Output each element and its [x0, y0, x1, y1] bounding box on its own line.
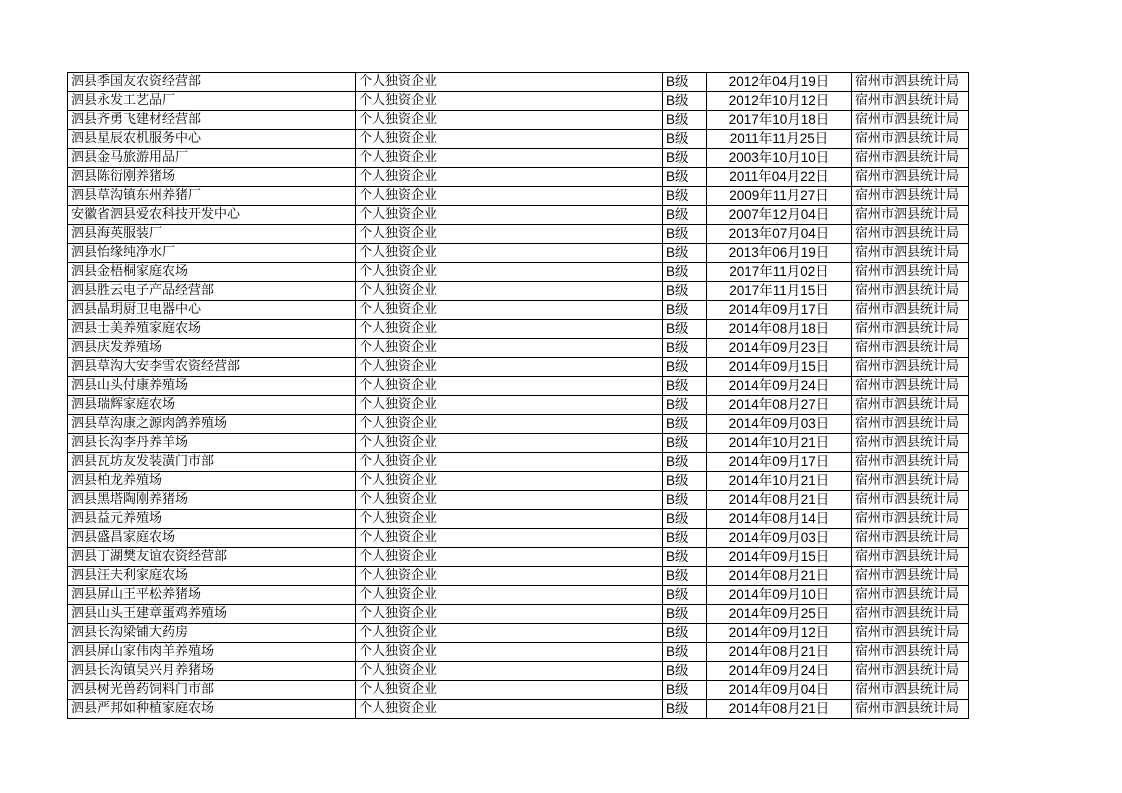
enterprise-type-cell: 个人独资企业 [356, 92, 663, 111]
company-name-cell: 泗县柏龙养殖场 [68, 472, 356, 491]
authority-cell: 宿州市泗县统计局 [852, 206, 969, 225]
table-row [68, 168, 969, 187]
table-row [68, 358, 969, 377]
authority-cell: 宿州市泗县统计局 [852, 434, 969, 453]
date-cell: 2013年07月04日 [707, 225, 852, 244]
authority-cell: 宿州市泗县统计局 [852, 548, 969, 567]
company-name-cell: 泗县汪夫利家庭农场 [68, 567, 356, 586]
company-name-cell: 泗县屏山家伟肉羊养殖场 [68, 643, 356, 662]
credit-grade-cell: B级 [663, 130, 707, 149]
authority-cell: 宿州市泗县统计局 [852, 301, 969, 320]
enterprise-type-cell: 个人独资企业 [356, 567, 663, 586]
company-name-cell: 泗县丁湖樊友谊农资经营部 [68, 548, 356, 567]
authority-cell: 宿州市泗县统计局 [852, 586, 969, 605]
enterprise-type-cell: 个人独资企业 [356, 149, 663, 168]
authority-cell: 宿州市泗县统计局 [852, 320, 969, 339]
credit-grade-cell: B级 [663, 491, 707, 510]
date-cell: 2014年08月27日 [707, 396, 852, 415]
enterprise-type-cell: 个人独资企业 [356, 244, 663, 263]
authority-cell: 宿州市泗县统计局 [852, 415, 969, 434]
authority-cell: 宿州市泗县统计局 [852, 529, 969, 548]
authority-cell: 宿州市泗县统计局 [852, 73, 969, 92]
enterprise-type-cell: 个人独资企业 [356, 301, 663, 320]
authority-cell: 宿州市泗县统计局 [852, 662, 969, 681]
enterprise-type-cell: 个人独资企业 [356, 358, 663, 377]
company-name-cell: 泗县瓦坊友发装潢门市部 [68, 453, 356, 472]
date-cell: 2003年10月10日 [707, 149, 852, 168]
date-cell: 2014年08月18日 [707, 320, 852, 339]
table-row [68, 510, 969, 529]
company-name-cell: 泗县益元养殖场 [68, 510, 356, 529]
records-table [67, 72, 969, 719]
table-row [68, 111, 969, 130]
credit-grade-cell: B级 [663, 681, 707, 700]
date-cell: 2014年09月10日 [707, 586, 852, 605]
authority-cell: 宿州市泗县统计局 [852, 624, 969, 643]
authority-cell: 宿州市泗县统计局 [852, 244, 969, 263]
company-name-cell: 泗县金马旅游用品厂 [68, 149, 356, 168]
date-cell: 2014年10月21日 [707, 434, 852, 453]
authority-cell: 宿州市泗县统计局 [852, 339, 969, 358]
company-name-cell: 泗县晶玥厨卫电器中心 [68, 301, 356, 320]
table-row [68, 567, 969, 586]
date-cell: 2014年08月21日 [707, 643, 852, 662]
table-row [68, 130, 969, 149]
table-row [68, 605, 969, 624]
date-cell: 2014年09月25日 [707, 605, 852, 624]
credit-grade-cell: B级 [663, 472, 707, 491]
company-name-cell: 泗县草沟镇东州养猪厂 [68, 187, 356, 206]
authority-cell: 宿州市泗县统计局 [852, 282, 969, 301]
authority-cell: 宿州市泗县统计局 [852, 263, 969, 282]
company-name-cell: 泗县海英服装厂 [68, 225, 356, 244]
authority-cell: 宿州市泗县统计局 [852, 225, 969, 244]
credit-grade-cell: B级 [663, 434, 707, 453]
credit-grade-cell: B级 [663, 301, 707, 320]
table-row [68, 149, 969, 168]
authority-cell: 宿州市泗县统计局 [852, 92, 969, 111]
company-name-cell: 泗县严邦如种植家庭农场 [68, 700, 356, 719]
enterprise-type-cell: 个人独资企业 [356, 206, 663, 225]
authority-cell: 宿州市泗县统计局 [852, 187, 969, 206]
enterprise-type-cell: 个人独资企业 [356, 548, 663, 567]
credit-grade-cell: B级 [663, 605, 707, 624]
company-name-cell: 泗县士美养殖家庭农场 [68, 320, 356, 339]
credit-grade-cell: B级 [663, 510, 707, 529]
table-row [68, 263, 969, 282]
credit-grade-cell: B级 [663, 529, 707, 548]
credit-grade-cell: B级 [663, 662, 707, 681]
table-row [68, 415, 969, 434]
enterprise-type-cell: 个人独资企业 [356, 529, 663, 548]
company-name-cell: 泗县齐勇飞建材经营部 [68, 111, 356, 130]
table-row [68, 225, 969, 244]
date-cell: 2014年08月14日 [707, 510, 852, 529]
company-name-cell: 泗县长沟梁铺大药房 [68, 624, 356, 643]
table-row [68, 548, 969, 567]
table-row [68, 244, 969, 263]
company-name-cell: 泗县长沟镇吴兴月养猪场 [68, 662, 356, 681]
date-cell: 2012年04月19日 [707, 73, 852, 92]
credit-grade-cell: B级 [663, 339, 707, 358]
table-row [68, 491, 969, 510]
authority-cell: 宿州市泗县统计局 [852, 377, 969, 396]
credit-grade-cell: B级 [663, 263, 707, 282]
credit-grade-cell: B级 [663, 206, 707, 225]
credit-grade-cell: B级 [663, 73, 707, 92]
enterprise-type-cell: 个人独资企业 [356, 282, 663, 301]
enterprise-type-cell: 个人独资企业 [356, 510, 663, 529]
table-row [68, 92, 969, 111]
enterprise-type-cell: 个人独资企业 [356, 111, 663, 130]
authority-cell: 宿州市泗县统计局 [852, 700, 969, 719]
table-row [68, 662, 969, 681]
enterprise-type-cell: 个人独资企业 [356, 73, 663, 92]
credit-grade-cell: B级 [663, 453, 707, 472]
enterprise-type-cell: 个人独资企业 [356, 624, 663, 643]
authority-cell: 宿州市泗县统计局 [852, 168, 969, 187]
date-cell: 2014年08月21日 [707, 567, 852, 586]
table-row [68, 187, 969, 206]
table-row [68, 377, 969, 396]
credit-grade-cell: B级 [663, 415, 707, 434]
table-row [68, 624, 969, 643]
company-name-cell: 泗县山头付康养殖场 [68, 377, 356, 396]
credit-grade-cell: B级 [663, 320, 707, 339]
company-name-cell: 泗县陈衍刚养猪场 [68, 168, 356, 187]
table-row [68, 73, 969, 92]
authority-cell: 宿州市泗县统计局 [852, 643, 969, 662]
date-cell: 2014年09月17日 [707, 453, 852, 472]
date-cell: 2011年11月25日 [707, 130, 852, 149]
credit-grade-cell: B级 [663, 187, 707, 206]
enterprise-type-cell: 个人独资企业 [356, 377, 663, 396]
enterprise-type-cell: 个人独资企业 [356, 605, 663, 624]
date-cell: 2017年11月02日 [707, 263, 852, 282]
enterprise-type-cell: 个人独资企业 [356, 396, 663, 415]
company-name-cell: 泗县季国友农资经营部 [68, 73, 356, 92]
authority-cell: 宿州市泗县统计局 [852, 396, 969, 415]
enterprise-type-cell: 个人独资企业 [356, 434, 663, 453]
authority-cell: 宿州市泗县统计局 [852, 491, 969, 510]
company-name-cell: 安徽省泗县爱农科技开发中心 [68, 206, 356, 225]
authority-cell: 宿州市泗县统计局 [852, 510, 969, 529]
enterprise-type-cell: 个人独资企业 [356, 662, 663, 681]
date-cell: 2014年09月03日 [707, 415, 852, 434]
credit-grade-cell: B级 [663, 168, 707, 187]
enterprise-type-cell: 个人独资企业 [356, 472, 663, 491]
date-cell: 2013年06月19日 [707, 244, 852, 263]
authority-cell: 宿州市泗县统计局 [852, 111, 969, 130]
authority-cell: 宿州市泗县统计局 [852, 149, 969, 168]
authority-cell: 宿州市泗县统计局 [852, 681, 969, 700]
company-name-cell: 泗县庆发养殖场 [68, 339, 356, 358]
table-row [68, 472, 969, 491]
date-cell: 2009年11月27日 [707, 187, 852, 206]
company-name-cell: 泗县山头王建章蛋鸡养殖场 [68, 605, 356, 624]
credit-grade-cell: B级 [663, 624, 707, 643]
company-name-cell: 泗县盛昌家庭农场 [68, 529, 356, 548]
credit-grade-cell: B级 [663, 92, 707, 111]
credit-grade-cell: B级 [663, 643, 707, 662]
enterprise-type-cell: 个人独资企业 [356, 453, 663, 472]
enterprise-type-cell: 个人独资企业 [356, 263, 663, 282]
table-row [68, 643, 969, 662]
credit-grade-cell: B级 [663, 282, 707, 301]
authority-cell: 宿州市泗县统计局 [852, 605, 969, 624]
credit-grade-cell: B级 [663, 244, 707, 263]
enterprise-type-cell: 个人独资企业 [356, 130, 663, 149]
enterprise-type-cell: 个人独资企业 [356, 491, 663, 510]
credit-grade-cell: B级 [663, 548, 707, 567]
table-row [68, 339, 969, 358]
enterprise-type-cell: 个人独资企业 [356, 586, 663, 605]
table-row [68, 434, 969, 453]
date-cell: 2014年09月23日 [707, 339, 852, 358]
company-name-cell: 泗县长沟李丹养羊场 [68, 434, 356, 453]
enterprise-type-cell: 个人独资企业 [356, 415, 663, 434]
date-cell: 2014年09月12日 [707, 624, 852, 643]
date-cell: 2014年09月03日 [707, 529, 852, 548]
authority-cell: 宿州市泗县统计局 [852, 130, 969, 149]
authority-cell: 宿州市泗县统计局 [852, 358, 969, 377]
table-row [68, 586, 969, 605]
company-name-cell: 泗县黑塔陶刚养猪场 [68, 491, 356, 510]
table-row [68, 320, 969, 339]
credit-grade-cell: B级 [663, 225, 707, 244]
date-cell: 2014年10月21日 [707, 472, 852, 491]
authority-cell: 宿州市泗县统计局 [852, 453, 969, 472]
credit-grade-cell: B级 [663, 396, 707, 415]
credit-grade-cell: B级 [663, 377, 707, 396]
credit-grade-cell: B级 [663, 111, 707, 130]
date-cell: 2014年09月17日 [707, 301, 852, 320]
credit-grade-cell: B级 [663, 586, 707, 605]
enterprise-type-cell: 个人独资企业 [356, 643, 663, 662]
enterprise-type-cell: 个人独资企业 [356, 320, 663, 339]
date-cell: 2014年09月24日 [707, 662, 852, 681]
table-row [68, 700, 969, 719]
company-name-cell: 泗县永发工艺品厂 [68, 92, 356, 111]
credit-grade-cell: B级 [663, 567, 707, 586]
company-name-cell: 泗县金梧桐家庭农场 [68, 263, 356, 282]
authority-cell: 宿州市泗县统计局 [852, 567, 969, 586]
credit-grade-cell: B级 [663, 700, 707, 719]
enterprise-type-cell: 个人独资企业 [356, 168, 663, 187]
date-cell: 2014年09月15日 [707, 548, 852, 567]
table-row [68, 453, 969, 472]
enterprise-type-cell: 个人独资企业 [356, 225, 663, 244]
company-name-cell: 泗县屏山王平松养猪场 [68, 586, 356, 605]
date-cell: 2014年08月21日 [707, 700, 852, 719]
company-name-cell: 泗县草沟大安李雪农资经营部 [68, 358, 356, 377]
company-name-cell: 泗县树光兽药饲料门市部 [68, 681, 356, 700]
date-cell: 2017年11月15日 [707, 282, 852, 301]
company-name-cell: 泗县怡缘纯净水厂 [68, 244, 356, 263]
table-row [68, 206, 969, 225]
table-row [68, 282, 969, 301]
date-cell: 2014年09月04日 [707, 681, 852, 700]
date-cell: 2012年10月12日 [707, 92, 852, 111]
authority-cell: 宿州市泗县统计局 [852, 472, 969, 491]
date-cell: 2011年04月22日 [707, 168, 852, 187]
credit-grade-cell: B级 [663, 149, 707, 168]
records-table-body [68, 73, 969, 719]
enterprise-type-cell: 个人独资企业 [356, 187, 663, 206]
enterprise-type-cell: 个人独资企业 [356, 681, 663, 700]
company-name-cell: 泗县瑞辉家庭农场 [68, 396, 356, 415]
table-row [68, 681, 969, 700]
table-row [68, 529, 969, 548]
date-cell: 2007年12月04日 [707, 206, 852, 225]
enterprise-type-cell: 个人独资企业 [356, 339, 663, 358]
table-row [68, 396, 969, 415]
date-cell: 2014年08月21日 [707, 491, 852, 510]
enterprise-type-cell: 个人独资企业 [356, 700, 663, 719]
credit-grade-cell: B级 [663, 358, 707, 377]
table-row [68, 301, 969, 320]
date-cell: 2017年10月18日 [707, 111, 852, 130]
company-name-cell: 泗县胜云电子产品经营部 [68, 282, 356, 301]
company-name-cell: 泗县草沟康之源肉鸽养殖场 [68, 415, 356, 434]
date-cell: 2014年09月24日 [707, 377, 852, 396]
date-cell: 2014年09月15日 [707, 358, 852, 377]
company-name-cell: 泗县星辰农机服务中心 [68, 130, 356, 149]
